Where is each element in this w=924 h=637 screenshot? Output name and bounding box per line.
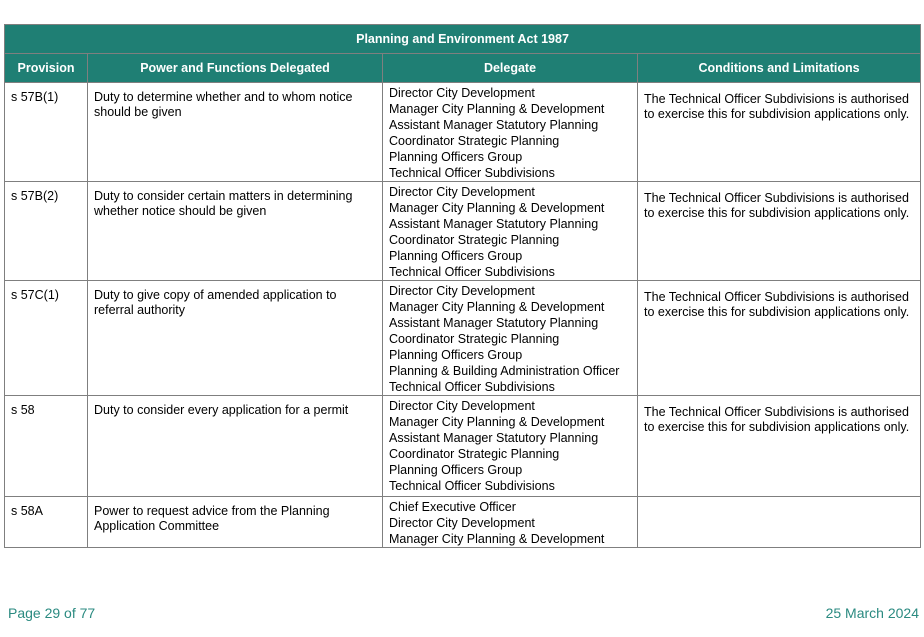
- delegate-item: Planning Officers Group: [389, 348, 523, 362]
- power-cell: Duty to consider every application for a permit: [88, 396, 383, 497]
- delegate-item: Chief Executive Officer: [389, 500, 516, 514]
- header-power: Power and Functions Delegated: [88, 54, 383, 83]
- power-cell: Duty to determine whether and to whom notice should be given: [88, 83, 383, 182]
- conditions-cell: The Technical Officer Subdivisions is authorised to exercise this for subdivision applications only.: [638, 396, 921, 497]
- delegate-item: Director City Development: [389, 284, 535, 298]
- table-title-row: [5, 25, 921, 54]
- delegate-item: Technical Officer Subdivisions: [389, 166, 555, 180]
- delegate-item: Coordinator Strategic Planning: [389, 447, 560, 461]
- conditions-cell: [638, 497, 921, 548]
- delegation-table: [4, 24, 921, 548]
- conditions-cell: The Technical Officer Subdivisions is authorised to exercise this for subdivision applications only.: [638, 182, 921, 281]
- delegate-cell: [383, 182, 638, 281]
- delegate-item: Manager City Planning & Development: [389, 415, 605, 429]
- delegate-item: Planning Officers Group: [389, 463, 523, 477]
- provision-cell: s 58: [5, 396, 88, 497]
- delegate-item: Manager City Planning & Development: [389, 201, 605, 215]
- delegate-item: Planning & Building Administration Officer: [389, 364, 620, 378]
- delegate-item: Manager City Planning & Development: [389, 102, 605, 116]
- provision-cell: s 57B(1): [5, 83, 88, 182]
- delegate-item: Technical Officer Subdivisions: [389, 479, 555, 493]
- table-title: Planning and Environment Act 1987: [5, 25, 921, 54]
- delegate-item: Director City Development: [389, 399, 535, 413]
- delegate-item: Assistant Manager Statutory Planning: [389, 431, 599, 445]
- delegate-cell: [383, 497, 638, 548]
- delegate-item: Coordinator Strategic Planning: [389, 332, 560, 346]
- delegate-cell: [383, 281, 638, 396]
- delegate-cell: [383, 83, 638, 182]
- conditions-cell: The Technical Officer Subdivisions is authorised to exercise this for subdivision applications only.: [638, 281, 921, 396]
- document-date: 25 March 2024: [825, 605, 919, 621]
- delegate-item: Director City Development: [389, 185, 535, 199]
- table-row: [5, 497, 921, 548]
- provision-cell: s 57B(2): [5, 182, 88, 281]
- header-conditions: Conditions and Limitations: [638, 54, 921, 83]
- power-cell: Power to request advice from the Planning Application Committee: [88, 497, 383, 548]
- delegate-item: Planning Officers Group: [389, 150, 523, 164]
- table-row: [5, 182, 921, 281]
- table-header-row: [5, 54, 921, 83]
- delegate-item: Assistant Manager Statutory Planning: [389, 217, 599, 231]
- delegate-item: Director City Development: [389, 516, 535, 530]
- conditions-cell: The Technical Officer Subdivisions is authorised to exercise this for subdivision applications only.: [638, 83, 921, 182]
- table-body: [5, 83, 921, 548]
- delegate-item: Technical Officer Subdivisions: [389, 265, 555, 279]
- power-cell: Duty to consider certain matters in determining whether notice should be given: [88, 182, 383, 281]
- power-cell: Duty to give copy of amended application to referral authority: [88, 281, 383, 396]
- delegate-item: Director City Development: [389, 86, 535, 100]
- delegate-item: Coordinator Strategic Planning: [389, 134, 560, 148]
- header-provision: Provision: [5, 54, 88, 83]
- page-number: Page 29 of 77: [8, 605, 96, 621]
- table-row: [5, 281, 921, 396]
- delegate-item: Manager City Planning & Development: [389, 532, 605, 546]
- provision-cell: s 58A: [5, 497, 88, 548]
- delegate-item: Technical Officer Subdivisions: [389, 380, 555, 394]
- table-row: [5, 396, 921, 497]
- delegate-item: Assistant Manager Statutory Planning: [389, 316, 599, 330]
- provision-cell: s 57C(1): [5, 281, 88, 396]
- delegate-item: Planning Officers Group: [389, 249, 523, 263]
- delegate-item: Manager City Planning & Development: [389, 300, 605, 314]
- table-row: [5, 83, 921, 182]
- delegate-item: Assistant Manager Statutory Planning: [389, 118, 599, 132]
- delegate-item: Coordinator Strategic Planning: [389, 233, 560, 247]
- delegate-cell: [383, 396, 638, 497]
- header-delegate: Delegate: [383, 54, 638, 83]
